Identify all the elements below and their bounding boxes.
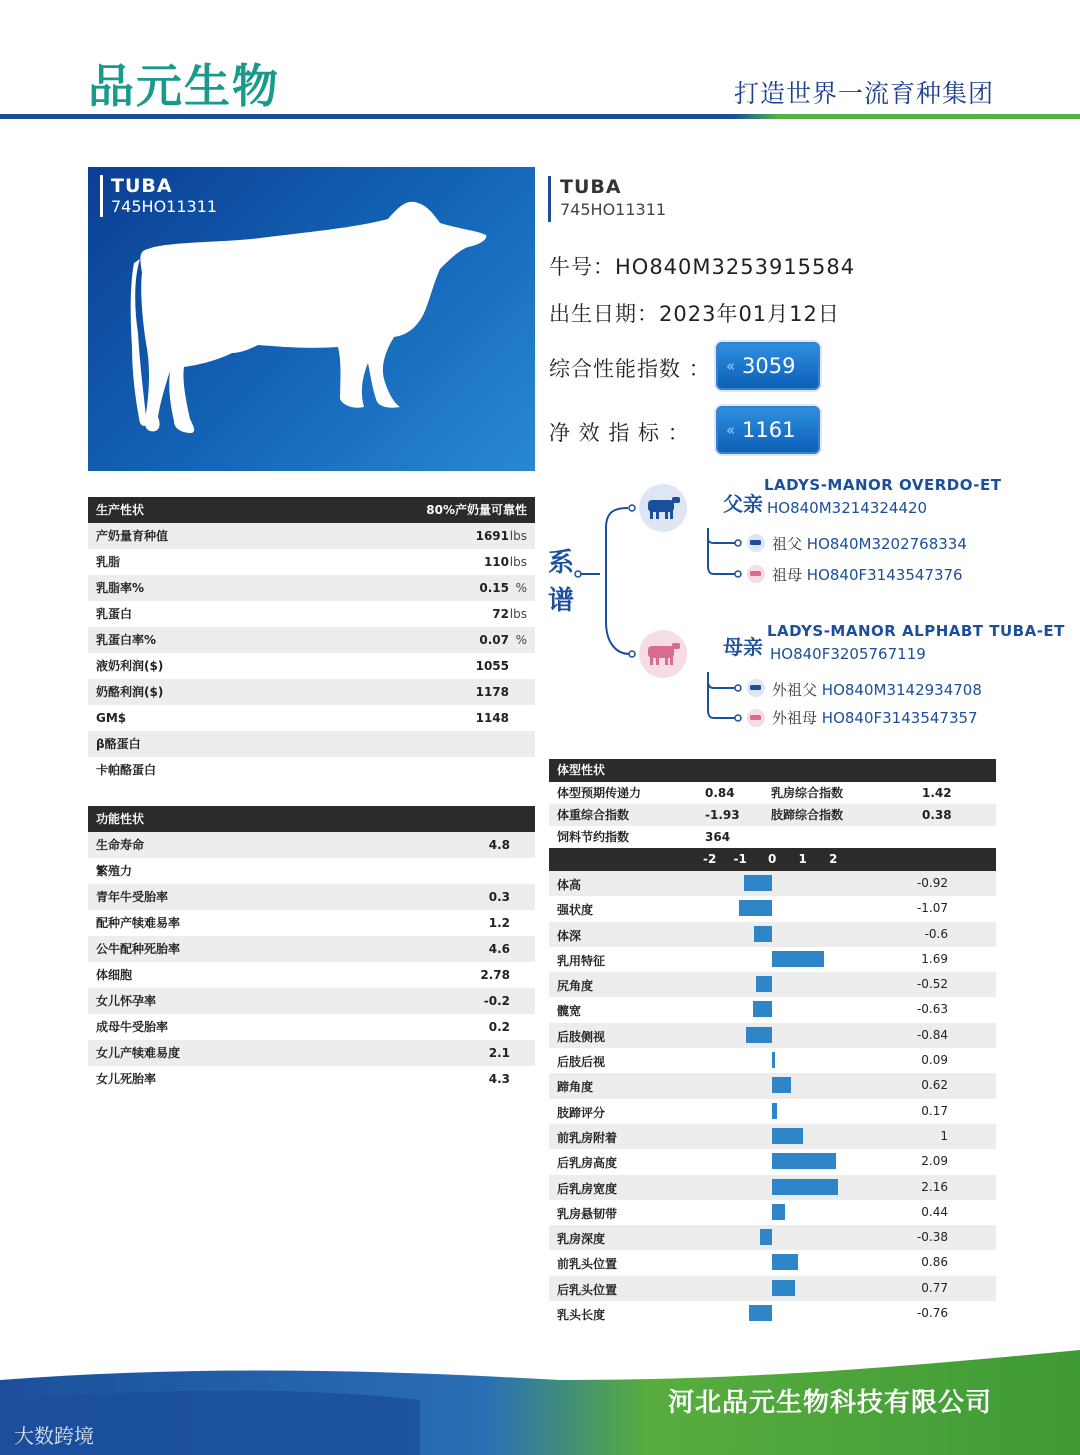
type-summary-label: 体型预期传递力 (557, 786, 642, 800)
type-trait-bar (739, 900, 772, 916)
granddam-maternal (772, 707, 978, 728)
type-summary-label: 肢蹄综合指数 (771, 808, 844, 822)
perf-index-label: 综合性能指数 ： (549, 357, 711, 381)
axis-tick-label: -2 (703, 852, 717, 866)
type-trait-bar (772, 1103, 777, 1119)
registration-number: 牛号：HO840M3253915584 (549, 255, 856, 279)
production-row (88, 523, 535, 549)
type-trait-row (549, 1149, 996, 1174)
functional-label: 青年牛受胎率 (96, 890, 169, 904)
functional-value: 0.2 (488, 1020, 510, 1034)
production-row (88, 679, 535, 705)
production-header (88, 497, 535, 523)
functional-label: 女儿产犊难易度 (96, 1046, 181, 1060)
functional-row (88, 832, 535, 858)
production-row (88, 731, 535, 757)
production-label: GM$ (96, 711, 127, 725)
type-trait-label: 乳房深度 (557, 1232, 606, 1247)
bull-silhouette-panel (88, 167, 535, 471)
type-trait-value: -0.52 (916, 977, 948, 992)
functional-value: 4.3 (488, 1072, 510, 1086)
type-trait-bar (772, 1280, 795, 1296)
granddam-paternal (772, 564, 963, 585)
functional-row (88, 884, 535, 910)
type-trait-label: 前乳房附着 (557, 1130, 618, 1145)
production-row (88, 653, 535, 679)
type-summary-value: 364 (705, 830, 731, 844)
type-trait-bar (772, 1052, 775, 1068)
type-trait-value: -0.76 (916, 1306, 948, 1321)
sire-relation: 父亲 (723, 492, 763, 516)
functional-label: 成母牛受胎率 (96, 1020, 169, 1034)
functional-label: 女儿死胎率 (96, 1072, 157, 1086)
net-merit-badge (716, 406, 820, 454)
brand-logo-text: 品元生物 (88, 59, 280, 113)
type-chart (549, 871, 996, 1326)
type-trait-row (549, 1048, 996, 1073)
net-merit-label: 净 效 指 标 ： (549, 421, 690, 445)
type-trait-label: 髋宽 (557, 1004, 582, 1019)
production-unit: lbs (509, 555, 527, 569)
type-trait-value: -0.38 (916, 1230, 948, 1245)
type-trait-bar (772, 1254, 798, 1270)
production-row (88, 627, 535, 653)
functional-title: 功能性状 (96, 812, 145, 826)
axis-tick-label: 1 (798, 852, 807, 866)
functional-value: -0.2 (483, 994, 510, 1008)
functional-row (88, 910, 535, 936)
sire-name: LADYS-MANOR OVERDO-ET (764, 476, 1002, 494)
birth-date: 出生日期：2023年01月12日 (549, 302, 840, 326)
type-trait-value: 0.77 (921, 1280, 948, 1295)
functional-rows (88, 832, 535, 1092)
type-trait-value: -0.63 (916, 1002, 948, 1017)
functional-label: 繁殖力 (96, 864, 133, 878)
type-trait-row (549, 1225, 996, 1250)
axis-tick-label: -1 (733, 852, 747, 866)
production-value: 1691 (475, 529, 509, 543)
perf-index-value: 3059 (742, 354, 796, 378)
functional-value: 2.1 (488, 1046, 510, 1060)
type-trait-row (549, 997, 996, 1022)
functional-label: 配种产犊难易率 (96, 916, 181, 930)
functional-row (88, 1066, 535, 1092)
bull-name: TUBA (560, 176, 622, 198)
axis-tick-label: 2 (829, 852, 838, 866)
type-trait-row (549, 922, 996, 947)
type-trait-value: 0.44 (921, 1204, 948, 1219)
type-trait-value: 1 (940, 1128, 948, 1143)
production-value: 1148 (475, 711, 509, 725)
grandsire-paternal-label: 祖父 (772, 535, 803, 553)
dam-relation: 母亲 (723, 635, 763, 659)
type-trait-label: 后乳头位置 (557, 1282, 618, 1297)
type-trait-label: 体高 (557, 878, 582, 892)
type-summary-row (549, 804, 996, 826)
type-trait-bar (754, 926, 772, 942)
production-label: 乳脂率% (96, 581, 145, 595)
production-label: 乳脂 (96, 555, 121, 569)
functional-row (88, 1040, 535, 1066)
type-trait-label: 后乳房高度 (557, 1156, 618, 1171)
type-trait-bar (756, 976, 772, 992)
production-label: 乳蛋白率% (96, 633, 157, 647)
type-trait-bar (772, 1077, 791, 1093)
production-unit: % (515, 581, 527, 595)
type-table (549, 759, 996, 1326)
production-value: 1178 (475, 685, 509, 699)
type-trait-row (549, 896, 996, 921)
functional-label: 公牛配种死胎率 (96, 942, 181, 956)
type-trait-row (549, 871, 996, 896)
grandsire-maternal-code: HO840M3142934708 (821, 681, 982, 699)
production-rows (88, 523, 535, 783)
production-row (88, 575, 535, 601)
production-value: 72 (492, 607, 509, 621)
production-value: 0.07 (479, 633, 509, 647)
hero-name-tag (100, 175, 217, 217)
dam-code: HO840F3205767119 (770, 645, 926, 663)
type-summary-value: 0.38 (922, 808, 952, 822)
type-trait-label: 乳房悬韧带 (557, 1206, 618, 1221)
production-label: 卡帕酪蛋白 (96, 763, 157, 777)
type-trait-row (549, 1023, 996, 1048)
production-title: 生产性状 (96, 503, 145, 517)
functional-value: 4.8 (488, 838, 510, 852)
type-trait-value: 0.09 (921, 1053, 948, 1068)
type-trait-row (549, 1099, 996, 1124)
production-row (88, 757, 535, 783)
sire-code: HO840M3214324420 (767, 499, 928, 517)
granddam-maternal-code: HO840F3143547357 (821, 709, 978, 727)
type-trait-label: 尻角度 (557, 979, 594, 994)
functional-value: 0.3 (488, 890, 510, 904)
type-summary-value: 1.42 (922, 786, 952, 800)
production-label: 乳蛋白 (96, 607, 133, 621)
functional-label: 体细胞 (96, 968, 133, 982)
type-trait-value: -0.84 (916, 1027, 948, 1042)
type-trait-value: 0.86 (921, 1255, 948, 1270)
production-label: 液奶利润($) (96, 659, 164, 673)
type-trait-row (549, 1200, 996, 1225)
slogan: 打造世界一流育种集团 (734, 79, 995, 108)
type-trait-value: -1.07 (916, 901, 948, 916)
dam-name: LADYS-MANOR ALPHABT TUBA-ET (767, 622, 1065, 640)
type-trait-label: 肢蹄评分 (557, 1105, 606, 1120)
type-axis (549, 848, 996, 871)
type-trait-label: 蹄角度 (557, 1080, 594, 1095)
type-trait-label: 乳头长度 (557, 1308, 606, 1323)
chevron-left-icon: « (726, 421, 736, 439)
granddam-paternal-code: HO840F3143547376 (806, 566, 963, 584)
bull-name-tag (548, 176, 666, 222)
type-trait-bar (753, 1001, 772, 1017)
type-header: 体型性状 (549, 759, 996, 782)
granddam-paternal-label: 祖母 (772, 566, 803, 584)
functional-value: 4.6 (488, 942, 510, 956)
type-trait-label: 前乳头位置 (557, 1257, 618, 1272)
functional-table (88, 806, 535, 1092)
production-row (88, 705, 535, 731)
hero-bull-code: 745HO11311 (111, 197, 218, 216)
type-summary-label: 体重综合指数 (557, 808, 630, 822)
type-trait-bar (760, 1229, 772, 1245)
type-trait-row (549, 1124, 996, 1149)
company-name: 河北品元生物科技有限公司 (668, 1388, 993, 1418)
functional-row (88, 936, 535, 962)
production-reliability: 80%产奶量可靠性 (426, 503, 527, 517)
type-trait-value: 0.62 (921, 1078, 948, 1093)
granddam-maternal-label: 外祖母 (772, 709, 818, 727)
hero-bull-name: TUBA (111, 175, 173, 197)
production-row (88, 549, 535, 575)
production-value: 110 (483, 555, 509, 569)
net-merit-value: 1161 (742, 418, 796, 442)
type-trait-value: -0.6 (924, 926, 948, 941)
grandsire-maternal (772, 679, 982, 700)
type-trait-value: 0.17 (921, 1103, 948, 1118)
grandsire-paternal (772, 533, 967, 554)
type-trait-label: 体深 (557, 928, 582, 943)
type-summary-value: -1.93 (705, 808, 740, 822)
functional-label: 女儿怀孕率 (96, 994, 157, 1008)
header-divider (0, 114, 1080, 119)
axis-tick-label: 0 (768, 852, 777, 866)
type-trait-row (549, 972, 996, 997)
type-summary-label: 饲料节约指数 (557, 830, 630, 844)
type-trait-bar (772, 1204, 785, 1220)
production-label: 产奶量育种值 (96, 529, 169, 543)
production-unit: lbs (509, 529, 527, 543)
functional-value: 2.78 (480, 968, 510, 982)
production-label: 奶酪利润($) (96, 685, 164, 699)
grandsire-paternal-code: HO840M3202768334 (806, 535, 967, 553)
type-trait-bar (749, 1305, 772, 1321)
type-summary-value: 0.84 (705, 786, 735, 800)
functional-row (88, 962, 535, 988)
functional-label: 生命寿命 (96, 838, 145, 852)
type-trait-bar (772, 1179, 838, 1195)
functional-row (88, 988, 535, 1014)
type-trait-row (549, 1301, 996, 1326)
grandsire-maternal-label: 外祖父 (772, 681, 818, 699)
perf-index-badge (716, 342, 820, 390)
pedigree-title: 系谱 (548, 548, 575, 616)
production-row (88, 601, 535, 627)
type-trait-row (549, 1175, 996, 1200)
type-trait-row (549, 1073, 996, 1098)
type-trait-row (549, 1276, 996, 1301)
type-summary-label: 乳房综合指数 (771, 786, 844, 800)
type-trait-bar (772, 1128, 803, 1144)
production-label: β酪蛋白 (96, 737, 141, 751)
type-trait-row (549, 1250, 996, 1275)
functional-header (88, 806, 535, 832)
chevron-left-icon: « (726, 357, 736, 375)
type-trait-value: 1.69 (921, 951, 948, 966)
type-trait-value: 2.16 (921, 1179, 948, 1194)
functional-row (88, 858, 535, 884)
type-trait-bar (772, 951, 824, 967)
type-summary-row (549, 826, 996, 848)
type-trait-label: 强状度 (557, 903, 594, 918)
bull-code: 745HO11311 (560, 200, 667, 219)
production-value: 1055 (475, 659, 509, 673)
production-value: 0.15 (479, 581, 509, 595)
type-trait-bar (744, 875, 772, 891)
type-trait-bar (772, 1153, 836, 1169)
type-trait-label: 乳用特征 (557, 953, 606, 968)
functional-row (88, 1014, 535, 1040)
type-trait-value: 2.09 (921, 1154, 948, 1169)
type-trait-bar (746, 1027, 772, 1043)
watermark: 大数跨境 (14, 1424, 94, 1448)
type-summary-row (549, 782, 996, 804)
production-unit: % (515, 633, 527, 647)
type-trait-label: 后肢后视 (557, 1055, 606, 1070)
type-trait-row (549, 947, 996, 972)
production-unit: lbs (509, 607, 527, 621)
type-trait-label: 后乳房宽度 (557, 1181, 618, 1196)
type-trait-label: 后肢侧视 (557, 1029, 606, 1044)
functional-value: 1.2 (488, 916, 510, 930)
production-table (88, 497, 535, 783)
type-summary (549, 782, 996, 848)
type-trait-value: -0.92 (916, 876, 948, 890)
